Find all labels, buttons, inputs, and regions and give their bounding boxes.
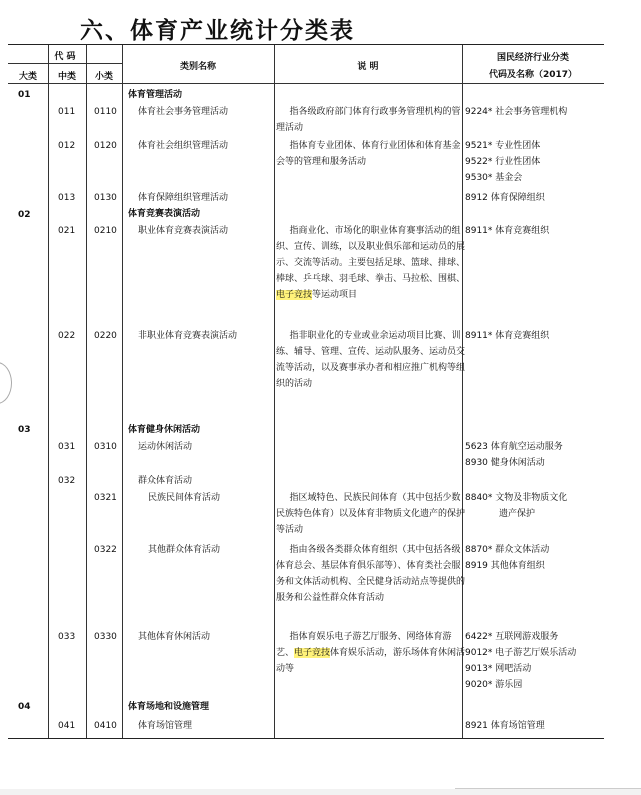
category-name: 民族民间体育活动 xyxy=(148,493,221,503)
category-name: 非职业体育竞赛表演活动 xyxy=(138,331,238,341)
medium-code: 012 xyxy=(58,141,76,151)
medium-code: 033 xyxy=(58,632,76,642)
description: 指由各级各类群众体育组织（其中包括各级体育总会、基层体育俱乐部等）、体育类社会服务和文体活动机构、全民健身活动站点等提供的服务和公益性群众体育活动 xyxy=(276,545,466,603)
category-name: 体育社会组织管理活动 xyxy=(138,141,229,151)
industry-code: 9224* 社会事务管理机构 xyxy=(465,107,568,117)
industry-code: 9521* 专业性团体 xyxy=(465,141,541,151)
header-divider xyxy=(8,83,604,84)
minor-code: 0120 xyxy=(94,141,117,151)
header-medium: 中类 xyxy=(57,72,76,82)
medium-code: 041 xyxy=(58,721,76,731)
medium-code: 011 xyxy=(58,107,76,117)
description: 指区域特色、民族民间体育（其中包括少数民族特色体育）以及体育非物质文化遗产的保护等活动 xyxy=(276,493,466,535)
major-code: 04 xyxy=(18,702,31,712)
highlighted-term: 电子竞技 xyxy=(294,648,331,658)
minor-code: 0220 xyxy=(94,331,117,341)
minor-code: 0210 xyxy=(94,226,117,236)
classification-table xyxy=(8,44,604,739)
industry-code: 8912 体育保障组织 xyxy=(465,193,545,203)
category-name: 体育管理活动 xyxy=(128,90,183,100)
industry-code: 9522* 行业性团体 xyxy=(465,157,541,167)
header-major: 大类 xyxy=(18,72,37,82)
category-name: 群众体育活动 xyxy=(138,476,193,486)
category-name: 体育竞赛表演活动 xyxy=(128,209,201,219)
industry-code: 8921 体育场馆管理 xyxy=(465,721,545,731)
major-code: 02 xyxy=(18,210,31,220)
category-name: 其他群众体育活动 xyxy=(148,545,221,555)
category-name: 体育社会事务管理活动 xyxy=(138,107,229,117)
industry-codes xyxy=(465,718,605,734)
industry-code: 5623 体育航空运动服务 xyxy=(465,442,563,452)
category-name: 运动休闲活动 xyxy=(138,442,193,452)
medium-code: 013 xyxy=(58,193,76,203)
description xyxy=(276,223,468,303)
industry-codes xyxy=(465,629,605,693)
industry-code: 9530* 基金会 xyxy=(465,173,523,183)
description-text: 指商业化、市场化的职业体育赛事活动的组织、宣传、训练，以及职业俱乐部和运动员的展示、交流等活动。主要包括足球、篮球、排球、棒球、乒乓球、羽毛球、拳击、马拉松、围棋、 xyxy=(276,226,466,284)
page-title: 六、体育产业统计分类表 xyxy=(80,18,355,44)
bottom-scroll-strip xyxy=(0,789,641,795)
minor-code: 0330 xyxy=(94,632,117,642)
industry-code: 8930 健身休闲活动 xyxy=(465,458,545,468)
category-name: 体育保障组织管理活动 xyxy=(138,193,229,203)
description: 指各级政府部门体育行政事务管理机构的管理活动 xyxy=(276,107,461,133)
minor-code: 0130 xyxy=(94,193,117,203)
minor-code: 0410 xyxy=(94,721,117,731)
medium-code: 031 xyxy=(58,442,76,452)
industry-code: 8919 其他体育组织 xyxy=(465,561,545,571)
category-name: 职业体育竞赛表演活动 xyxy=(138,226,229,236)
industry-codes xyxy=(465,190,605,206)
minor-code: 0321 xyxy=(94,493,117,503)
category-name: 其他体育休闲活动 xyxy=(138,632,211,642)
description-text: 指体育娱乐电子游艺厅服务、网络体育游艺、 xyxy=(276,632,452,658)
major-code: 03 xyxy=(18,425,31,435)
column-divider xyxy=(122,45,123,738)
description-text: 等运动项目 xyxy=(312,290,358,300)
industry-code: 8911* 体育竞赛组织 xyxy=(465,226,550,236)
industry-code: 9020* 游乐园 xyxy=(465,680,523,690)
industry-code: 8840* 文物及非物质文化 xyxy=(465,493,568,503)
description: 指非职业化的专业或业余运动项目比赛、训练、辅导、管理、宣传、运动队服务、运动员交流等活动，以及赛事承办者和相应推广机构等组织的活动 xyxy=(276,331,466,389)
industry-code: 9013* 网吧活动 xyxy=(465,664,532,674)
description: 指体育专业团体、体育行业团体和体育基金会等的管理和服务活动 xyxy=(276,141,461,167)
minor-code: 0322 xyxy=(94,545,117,555)
industry-codes xyxy=(465,542,605,574)
industry-code: 9012* 电子游艺厅娱乐活动 xyxy=(465,648,577,658)
description-text: 体育娱乐活动，游乐场体育休闲活动等 xyxy=(276,648,466,674)
column-divider xyxy=(86,45,87,738)
industry-codes xyxy=(465,138,605,186)
industry-codes xyxy=(465,328,605,344)
medium-code: 021 xyxy=(58,226,76,236)
header-industry-line1: 国民经济行业分类 xyxy=(496,53,569,63)
minor-code: 0310 xyxy=(94,442,117,452)
description xyxy=(276,629,468,677)
major-code: 01 xyxy=(18,90,31,100)
column-divider xyxy=(274,45,275,738)
category-name: 体育场馆管理 xyxy=(138,721,193,731)
industry-code: 6422* 互联网游戏服务 xyxy=(465,632,559,642)
industry-codes xyxy=(465,439,605,471)
medium-code: 032 xyxy=(58,476,76,486)
industry-code: 8870* 群众文体活动 xyxy=(465,545,550,555)
header-category-name: 类别名称 xyxy=(179,62,216,72)
header-divider xyxy=(8,63,122,64)
industry-codes xyxy=(465,223,605,239)
category-name: 体育健身休闲活动 xyxy=(128,425,201,435)
header-industry-line2: 代码及名称（2017） xyxy=(488,70,578,80)
industry-codes xyxy=(465,490,605,522)
highlighted-term: 电子竞技 xyxy=(276,290,313,300)
column-divider xyxy=(48,45,49,738)
minor-code: 0110 xyxy=(94,107,117,117)
header-description: 说 明 xyxy=(357,62,379,72)
industry-code: 8911* 体育竞赛组织 xyxy=(465,331,550,341)
industry-codes xyxy=(465,104,605,120)
header-minor: 小类 xyxy=(94,72,113,82)
industry-code: 遗产保护 xyxy=(499,509,536,519)
category-name: 体育场地和设施管理 xyxy=(128,702,210,712)
medium-code: 022 xyxy=(58,331,76,341)
header-code: 代 码 xyxy=(54,52,76,62)
